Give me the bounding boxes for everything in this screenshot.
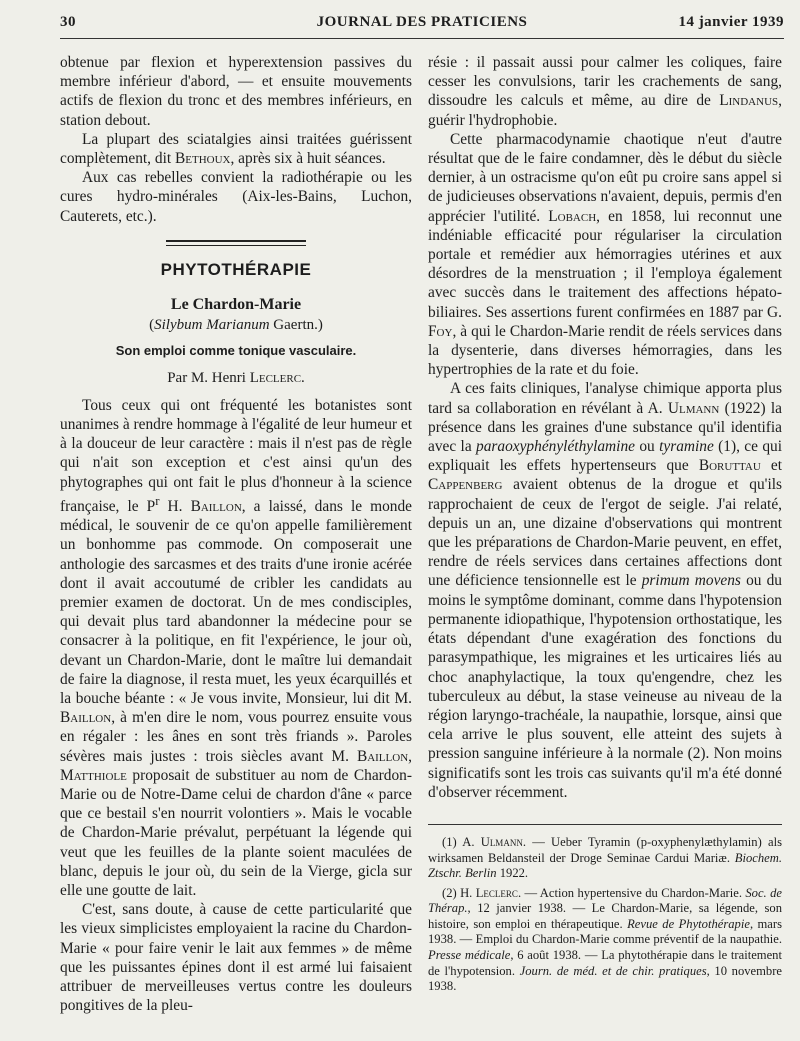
paragraph: Tous ceux qui ont fréquenté les botanistes sont unanimes à rendre hommage à l'égalité de leur humeur et à la douceur de leur caractère : mais il n'est pas de règle qui n'ait son exception et c'est ainsi qu'un des phytographes qui ont fait le plus d'honneur à la science française, le $P^r$ H. Baillon, a laissé, dans le monde médical, le souvenir de ce qu'on appelle familièrement un bonhomme pas commode. On composerait une anthologie des sarcasmes et des traits d'une ironie acérée dont il avait accoutumé de cribler les candidats au premier examen de doctorat. Un de mes condisciples, qui devait plus tard abandonner la médecine pour se consacrer à la politique, en fit l'expérience, le jour où, devant un Chardon-Marie, dont le maître lui demandait de faire la diagnose, il resta muet, les yeux écarquillés et la bouche béante : « Je vous invite, Monsieur, lui dit M. Baillon, à m'en dire le nom, vous pourrez ensuite vous en régaler : les ânes en sont très friands ». Paroles sévères mais justes : trois siècles avant M. Baillon, Matthiole proposait de substituer au nom de Chardon-Marie ou de Notre-Dame celui de chardon d'âne « parce que ce bestail s'en nourrit volontiers ». Mais le vocable de Chardon-Marie prévalut, perpétuant la légende qui veut que les feuilles de la plante soient maculées de blanc, depuis le jour où, du sein de la Vierge, gicla sur elle une goutte de lait. (60, 396, 412, 900)
right-column (428, 53, 782, 999)
continuation-paragraph: obtenue par flexion et hyperextension passives du membre inférieur d'abord, — et ensuite mouvements actifs de flexion du tronc et des membres inférieurs, en station debout. (60, 54, 412, 129)
paragraph: C'est, sans doute, à cause de cette particularité que les vieux simplicistes employaient la racine du Chardon-Marie « pour faire venir le lait aux femmes » de même que les puissantes épines dont il est armé lui faisaient attribuer de merveilleuses vertus contre les douleurs pongitives de la pleu- (60, 901, 412, 1015)
section-divider (166, 240, 306, 242)
article-title: Le Chardon-Marie (170, 296, 302, 314)
footnotes (428, 835, 782, 995)
left-column (60, 53, 412, 1015)
section-divider (166, 245, 306, 246)
paragraph: Cette pharmacodynamie chaotique n'eut d'autre résultat que de le faire condamner, dès le début du siècle dernier, à un ostracisme qu'on eût pu croire sans appel si de judicieuses observations n'avaient, depuis, permis d'en apprécier l'utilité. Lobach, en 1858, lui reconnut une indéniable efficacité pour régulariser la circulation portale et remédier aux hémorragies utérines et aux désordres de la menstruation ; il l'employa également avec succès dans le traitement des affections hépato-biliaires. Ses assertions furent confirmées en 1887 par G. Foy, à qui le Chardon-Marie rendit de réels services dans la dysenterie, dans diverses hémorragies, dans les hypertrophies de la rate et du foie. (428, 130, 782, 379)
author-name: Bethoux (174, 150, 231, 168)
latin-name: (Silybum Marianum Gaertn.) (149, 317, 323, 334)
paragraph: Aux cas rebelles convient la radiothérapie ou les cures hydro-minérales (Aix-les-Bains, Luchon, Cauterets, etc.). (60, 169, 412, 225)
issue-date: 14 janvier 1939 (678, 14, 784, 30)
article-subtitle: Son emploi comme tonique vasculaire. (115, 343, 357, 359)
footnote-1: (1) A. Ulmann. — Ueber Tyramin (p-oxyphenylæthylamin) als wirksamen Beldansteil der Droge Seminae Cardui Mariæ. Biochem. Ztschr. Berlin 1922. (428, 834, 782, 881)
footnote-rule (428, 824, 782, 825)
article-byline: Par M. Henri Leclerc. (167, 369, 305, 386)
paragraph: La plupart des sciatalgies ainsi traitées guérissent complètement, dit Bethoux, après six à huit séances. (60, 130, 412, 168)
page-header (60, 14, 784, 36)
footnote-2: (2) H. Leclerc. — Action hypertensive du Chardon-Marie. Soc. de Thérap., 12 janvier 1938. — Le Chardon-Marie, sa légende, son histoire, son emploi en thérapeutique. Revue de Phytothérapie, mars 1938. — Emploi du Chardon-Marie comme préventif de la naupathie. Presse médicale, 6 août 1938. — La phytothérapie dans le traitement de l'hypotension. Journ. de méd. et de chir. pratiques, 10 novembre 1938. (428, 885, 782, 994)
section-title: PHYTOTHÉRAPIE (160, 259, 312, 279)
paragraph: résie : il passait aussi pour calmer les coliques, faire cesser les convulsions, tarir les crachements de sang, dissoudre les calculs et même, au dire de Lindanus, guérir l'hydrophobie. (428, 54, 782, 129)
header-rule (60, 38, 784, 39)
journal-title: JOURNAL DES PRATICIENS (316, 14, 528, 30)
paragraph: A ces faits cliniques, l'analyse chimique apporta plus tard sa collaboration en révélant à A. Ulmann (1922) la présence dans les graines d'une substance qu'il identifia avec la paraoxyphényléthylamine ou tyramine (1), ce qui expliquait les effets hypertenseurs que Boruttau et Cappenberg avaient obtenus de la drogue et qu'ils rapprochaient de ceux de l'ergot de seigle. J'ai relaté, depuis un an, une dizaine d'observations qui montrent que les préparations de Chardon-Marie peuvent, en effet, rendre de réels services dans certaines affections dont une déficience tensionnelle est le primum movens ou du moins le symptôme dominant, comme dans l'hypotension permanente idiopathique, l'hypotension orthostatique, les états dépendant d'une exagération des fonctions du parasympathique, les migraines et les urticaires liés au choc anaphylactique, la toux qu'engendre, chez les tuberculeux au début, la stase veineuse au niveau de la région laryngo-trachéale, la naupathie, lorsque, ainsi que cela arrive le plus souvent, elle atteint des sujets à pression sanguine inférieure à la normale (2). Non moins significatifs sont les trois cas suivants qu'il m'a été donné d'observer récemment. (428, 380, 782, 801)
page-number: 30 (60, 14, 76, 30)
